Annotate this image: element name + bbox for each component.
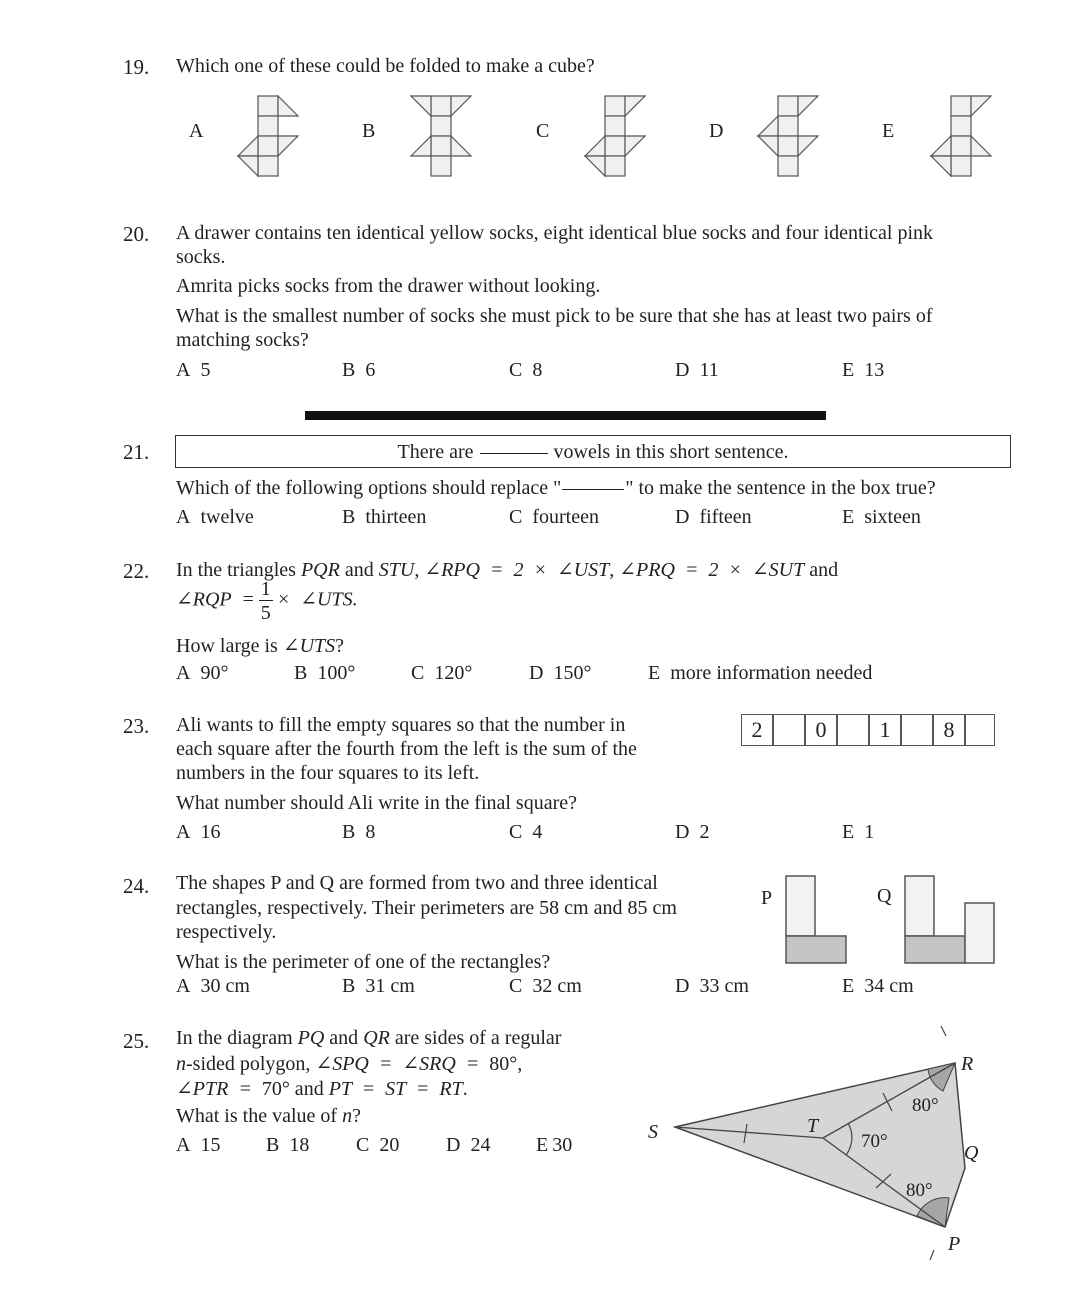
question-text: What is the perimeter of one of the rectangles? (176, 951, 551, 973)
number-square: 8 (933, 714, 965, 746)
question-number: 22. (123, 559, 150, 583)
question-text: Which of the following options should replace " " to make the sentence in the box true? (176, 477, 936, 499)
question-text: socks. (176, 246, 226, 268)
question-number: 19. (123, 55, 150, 79)
answer-option[interactable]: E sixteen (842, 506, 921, 528)
question-text: What number should Ali write in the final square? (176, 792, 578, 814)
answer-option[interactable]: B 100° (294, 662, 356, 684)
polygon-diagram (640, 1020, 1000, 1270)
point-label-s: S (648, 1121, 658, 1143)
cube-net-b (408, 95, 478, 181)
final-square[interactable] (965, 714, 995, 746)
point-label-q: Q (964, 1142, 979, 1164)
option-letter: A (189, 120, 204, 142)
question-text: A drawer contains ten identical yellow socks, eight identical blue socks and four identical pink (176, 222, 934, 244)
answer-option[interactable]: A 16 (176, 821, 221, 843)
question-text: matching socks? (176, 329, 309, 351)
angle-label-r: 80° (912, 1095, 939, 1116)
question-text: ∠PTR = 70° and PT = ST = RT. (176, 1078, 468, 1100)
answer-option[interactable]: C 32 cm (509, 975, 582, 997)
question-text: numbers in the four squares to its left. (176, 762, 480, 784)
question-text: respectively. (176, 921, 277, 943)
question-text: each square after the fourth from the left is the sum of the (176, 738, 637, 760)
angle-label-t: 70° (861, 1131, 888, 1152)
point-label-t: T (807, 1115, 819, 1137)
answer-option[interactable]: D 33 cm (675, 975, 749, 997)
blank-dash (562, 489, 624, 490)
answer-option[interactable]: A 30 cm (176, 975, 250, 997)
number-square: 0 (805, 714, 837, 746)
question-text: n-sided polygon, ∠SPQ = ∠SRQ = 80°, (176, 1053, 523, 1075)
answer-option[interactable]: D fifteen (675, 506, 752, 528)
answer-option[interactable]: A 90° (176, 662, 229, 684)
question-number: 23. (123, 714, 150, 738)
question-number: 20. (123, 222, 150, 246)
number-square: 2 (741, 714, 773, 746)
answer-option[interactable]: A twelve (176, 506, 254, 528)
question-text: In the diagram PQ and QR are sides of a regular (176, 1027, 562, 1049)
answer-option[interactable]: C fourteen (509, 506, 599, 528)
section-divider (305, 411, 826, 420)
number-square (901, 714, 933, 746)
question-text: ∠RQP = $\frac{1}{5}$ × ∠UTS. (176, 578, 358, 624)
blank-dash (480, 453, 548, 454)
question-text: In the triangles PQR and STU, ∠RPQ = 2 × ∠UST, ∠PRQ = 2 × ∠SUT and (176, 559, 839, 581)
answer-option[interactable]: D 150° (529, 662, 592, 684)
point-label-r: R (961, 1053, 974, 1075)
rectangle-shapes (784, 873, 998, 967)
cube-net-e (928, 95, 998, 181)
answer-option[interactable]: A 15 (176, 1134, 221, 1156)
question-text: The shapes P and Q are formed from two and three identical (176, 872, 658, 894)
answer-option[interactable]: D 2 (675, 821, 710, 843)
answer-option[interactable]: A 5 (176, 359, 211, 381)
number-square (837, 714, 869, 746)
answer-option[interactable]: E more information needed (648, 662, 873, 684)
option-letter: B (362, 120, 376, 142)
question-text: What is the value of n? (176, 1105, 361, 1127)
question-number: 24. (123, 874, 150, 898)
cube-net-c (582, 95, 652, 181)
answer-option[interactable]: E 1 (842, 821, 875, 843)
option-letter: E (882, 120, 895, 142)
question-number: 25. (123, 1029, 150, 1053)
angle-label-p: 80° (906, 1180, 933, 1201)
answer-option[interactable]: C 20 (356, 1134, 400, 1156)
answer-option[interactable]: E 34 cm (842, 975, 914, 997)
answer-option[interactable]: B 6 (342, 359, 376, 381)
answer-option[interactable]: B thirteen (342, 506, 427, 528)
answer-option[interactable]: D 24 (446, 1134, 491, 1156)
answer-option[interactable]: B 8 (342, 821, 376, 843)
answer-option[interactable]: E 30 (536, 1134, 573, 1156)
shape-label-q: Q (877, 885, 892, 907)
option-letter: C (536, 120, 550, 142)
answer-option[interactable]: C 120° (411, 662, 473, 684)
answer-option[interactable]: C 4 (509, 821, 543, 843)
question-text: What is the smallest number of socks she must pick to be sure that she has at least two pairs of (176, 305, 933, 327)
point-label-p: P (948, 1233, 961, 1255)
answer-option[interactable]: E 13 (842, 359, 885, 381)
question-number: 21. (123, 440, 150, 464)
number-square (773, 714, 805, 746)
answer-option[interactable]: D 11 (675, 359, 719, 381)
option-letter: D (709, 120, 724, 142)
question-text: rectangles, respectively. Their perimeters are 58 cm and 85 cm (176, 897, 677, 919)
cube-net-a (235, 95, 305, 181)
question-text: Which one of these could be folded to make a cube? (176, 55, 595, 77)
sentence-box: There are vowels in this short sentence. (175, 435, 1011, 468)
answer-option[interactable]: B 31 cm (342, 975, 415, 997)
fraction: $\frac{1}{5}$ (260, 578, 271, 624)
answer-option[interactable]: B 18 (266, 1134, 310, 1156)
shape-label-p: P (761, 887, 773, 909)
question-text: How large is ∠UTS? (176, 635, 345, 657)
number-square: 1 (869, 714, 901, 746)
cube-net-d (755, 95, 825, 181)
question-text: Ali wants to fill the empty squares so that the number in (176, 714, 626, 736)
question-text: Amrita picks socks from the drawer without looking. (176, 275, 601, 297)
answer-option[interactable]: C 8 (509, 359, 543, 381)
